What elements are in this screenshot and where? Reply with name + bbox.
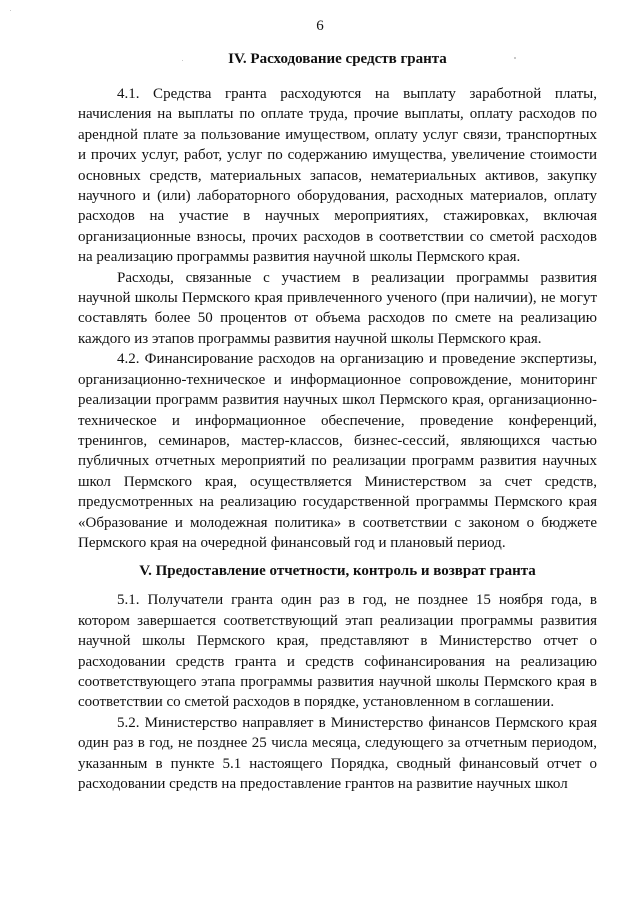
paragraph-4-1: 4.1. Средства гранта расходуются на выплату заработной платы, начисления на выплаты по оплате труда, прочие выплаты, оплату расходов по арендной плате за пользование имуществом, оплату услуг связи, транспортных и прочих услуг, работ, услуг по содержанию имущества, увеличение стоимости основных средств, материальных запасов, нематериальных активов, закупку научного и (или) лабораторного оборудования, расходных материалов, оплату расходов на участие в научных мероприятиях, стажировках, включая организационные взносы, прочих расходов в соответствии со сметой расходов на реализацию программы развития научной школы Пермского края. bbox=[78, 86, 597, 266]
paragraph-5-2: 5.2. Министерство направляет в Министерство финансов Пермского края один раз в год, не позднее 25 числа месяца, следующего за отчетным периодом, указанным в пункте 5.1 настоящего Порядка, сводный финансовый отчет о расходовании средств на предоставление грантов на развитие научных школ bbox=[78, 714, 597, 792]
paragraph-expenses-limit: Расходы, связанные с участием в реализации программы развития научной школы Пермского края привлеченного ученого (при наличии), не могут составлять более 50 процентов от объема расходов по смете на реализацию каждого из этапов программы развития научной школы Пермского края. bbox=[78, 269, 597, 347]
paragraph-5-1: 5.1. Получатели гранта один раз в год, не позднее 15 ноября года, в котором завершается соответствующий этап реализации программы развития научной школы Пермского края, представляют в Министерство отчет о расходовании средств гранта и средств софинансирования на реализацию соответствующего этапа программы развития научной школы Пермского края в соответствии со сметой расходов в порядке, установленном в соглашении. bbox=[78, 592, 597, 711]
paragraph-4-2: 4.2. Финансирование расходов на организацию и проведение экспертизы, организационно-техническое и информационное сопровождение, мониторинг реализации программ развития научных школ Пермского края, организационно-техническое и информационное обеспечение, проведение конференций, тренингов, семинаров, мастер-классов, бизнес-сессий, являющихся частью публичных отчетных мероприятий по реализации программ развития научных школ Пермского края, осуществляется Министерством за счет средств, предусмотренных на реализацию государственной программы Пермского края «Образование и молодежная политика» в соответствии с законом о бюджете Пермского края на очередной финансовый год и плановый период. bbox=[78, 351, 597, 551]
section-heading-v: V. Предоставление отчетности, контроль и возврат гранта bbox=[139, 563, 536, 580]
section-heading-iv: IV. Расходование средств гранта bbox=[228, 51, 447, 67]
scan-speck bbox=[10, 10, 11, 11]
document-body bbox=[78, 49, 597, 794]
page-number: 6 bbox=[316, 18, 324, 34]
